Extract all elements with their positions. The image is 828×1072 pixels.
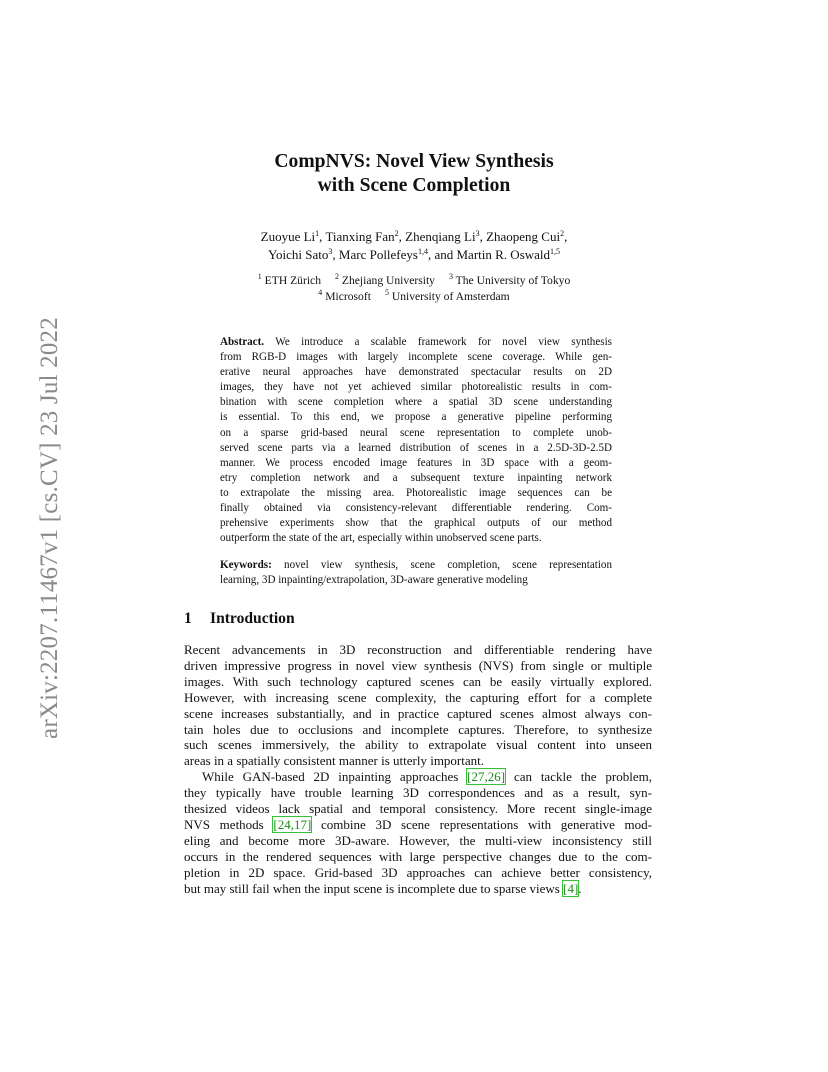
body-line: areas in a spatially consistent manner is utterly important. [184,753,485,769]
affiliation-name: ETH Zürich [264,274,321,287]
author-affil-mark: 3 [475,229,480,238]
author-line-2 [184,246,644,264]
body-line: pletion in 2D space. Grid-based 3D approaches can achieve better consistency, [184,864,652,880]
author-affil-mark: 1,5 [550,247,561,256]
affiliation-list [184,273,644,305]
author-name: Tianxing Fan [325,229,395,244]
affiliation-name: The University of Tokyo [455,274,571,287]
body-line: eling and become more 3D-aware. However, the multi-view inconsistency still [184,832,652,848]
body-line: driven impressive progress in novel view synthesis (NVS) from single or multiple [184,657,652,673]
keywords-label: Keywords: [220,559,272,571]
paper-title [214,150,614,198]
affiliation-name: Zhejiang University [341,274,435,287]
keywords-line: Keywords: novel view synthesis, scene completion, scene representation [220,559,612,571]
author-affil-mark: 1,4 [417,247,428,256]
abstract-line: outperform the state of the art, especially within unobserved scene parts. [220,532,542,545]
abstract-line: etry completion network and a subsequent texture inpainting network [220,471,612,484]
section-heading [184,610,295,628]
citation-link[interactable]: [4] [563,880,579,896]
author-name: Yoichi Sato [267,247,329,262]
author-affil-mark: 1 [315,229,320,238]
author-separator: , [398,229,406,244]
abstract-line: from RGB-D images with largely incomplete scene coverage. While gen- [220,351,612,364]
body-line: images. With such technology captured scenes can be easily virtually explored. [184,673,652,689]
title-line-1: CompNVS: Novel View Synthesis [274,151,554,172]
body-line: Recent advancements in 3D reconstruction and differentiable rendering have [184,642,652,657]
body-line: such scenes immersively, the ability to extrapolate visual content into unseen [184,737,652,753]
citation-link[interactable]: [27,26] [467,769,506,785]
affil-mark: 3 [448,272,453,281]
abstract-line: finally obtained via consistency-relevant differentiable rendering. Com- [220,502,612,515]
affiliation-line-2 [184,289,644,305]
author-affil-mark: 2 [560,229,565,238]
body-line: thesized videos lack spatial and temporal consistency. More recent single-image [184,801,652,817]
body-line: However, with increasing scene complexity, the capturing effort for a complete [184,689,652,705]
author-name: Martin R. Oswald [456,247,551,262]
author-line-1 [184,228,644,246]
abstract-line: Abstract. We introduce a scalable framework for novel view synthesis [220,336,612,348]
author-separator: , [332,247,339,262]
affil-mark: 2 [335,272,339,281]
author-separator: , and [427,247,457,262]
keywords-line: learning, 3D inpainting/extrapolation, 3D-aware generative modeling [220,574,528,587]
abstract-line: images, they have not yet achieved similar photorealistic results in com- [220,381,612,394]
abstract [220,335,612,546]
author-separator: , [479,229,487,244]
title-line-2: with Scene Completion [317,175,511,196]
author-affil-mark: 2 [394,229,399,238]
body-line: occurs in the rendered sequences with large perspective changes due to the com- [184,848,652,864]
body-line: scene increases substantially, and in practice captured scenes almost always con- [184,705,652,721]
abstract-line: bination with scene completion where a spatial 3D scene understanding [220,396,612,409]
abstract-line: served scene parts via a learned distribution of scenes in a 2.5D-3D-2.5D [220,441,612,454]
author-affil-mark: 3 [328,247,333,256]
affil-mark: 5 [384,288,389,297]
body-line: NVS methods [24,17] combine 3D scene representations with generative mod- [184,816,652,832]
keywords [220,558,612,588]
section-title: Introduction [210,610,295,627]
author-name: Zuoyue Li [260,229,316,244]
body-line: While GAN-based 2D inpainting approaches [27,26] can tackle the problem, [202,769,652,785]
affiliation-line-1 [184,273,644,289]
author-list [184,228,644,264]
author-name: Zhenqiang Li [405,229,476,244]
author-name: Marc Pollefeys [338,247,418,262]
abstract-line: erative neural approaches have demonstrated spectacular results on 2D [220,366,612,379]
affiliation-name: University of Amsterdam [391,290,510,303]
author-name: Zhaopeng Cui [486,229,561,244]
affiliation-name: Microsoft [325,290,371,303]
abstract-line: on a sparse grid-based neural scene representation to complete unob- [220,426,612,439]
author-separator: , [564,229,568,244]
abstract-line: to extrapolate the missing area. Photorealistic image sequences can be [220,486,612,499]
introduction-body [184,642,652,897]
affil-mark: 1 [257,272,262,281]
abstract-line: is essential. To this end, we propose a generative pipeline performing [220,411,612,424]
body-line: tain holes due to occlusions and incomplete captures. Therefore, to synthesize [184,721,652,737]
abstract-line: prehensive experiments show that the graphical outputs of our method [220,517,612,530]
abstract-line: manner. We process encoded image features in 3D space with a geom- [220,456,612,469]
body-line: they typically have trouble learning 3D correspondences and as a result, syn- [184,785,652,801]
citation-link[interactable]: [24,17] [273,816,312,832]
affil-mark: 4 [318,288,323,297]
body-line: but may still fail when the input scene is incomplete due to sparse views [4]. [184,880,582,896]
arxiv-identifier-stamp: arXiv:2207.11467v1 [cs.CV] 23 Jul 2022 [36,317,63,739]
section-number: 1 [184,610,192,627]
abstract-label: Abstract. [220,336,265,348]
author-separator: , [319,229,326,244]
